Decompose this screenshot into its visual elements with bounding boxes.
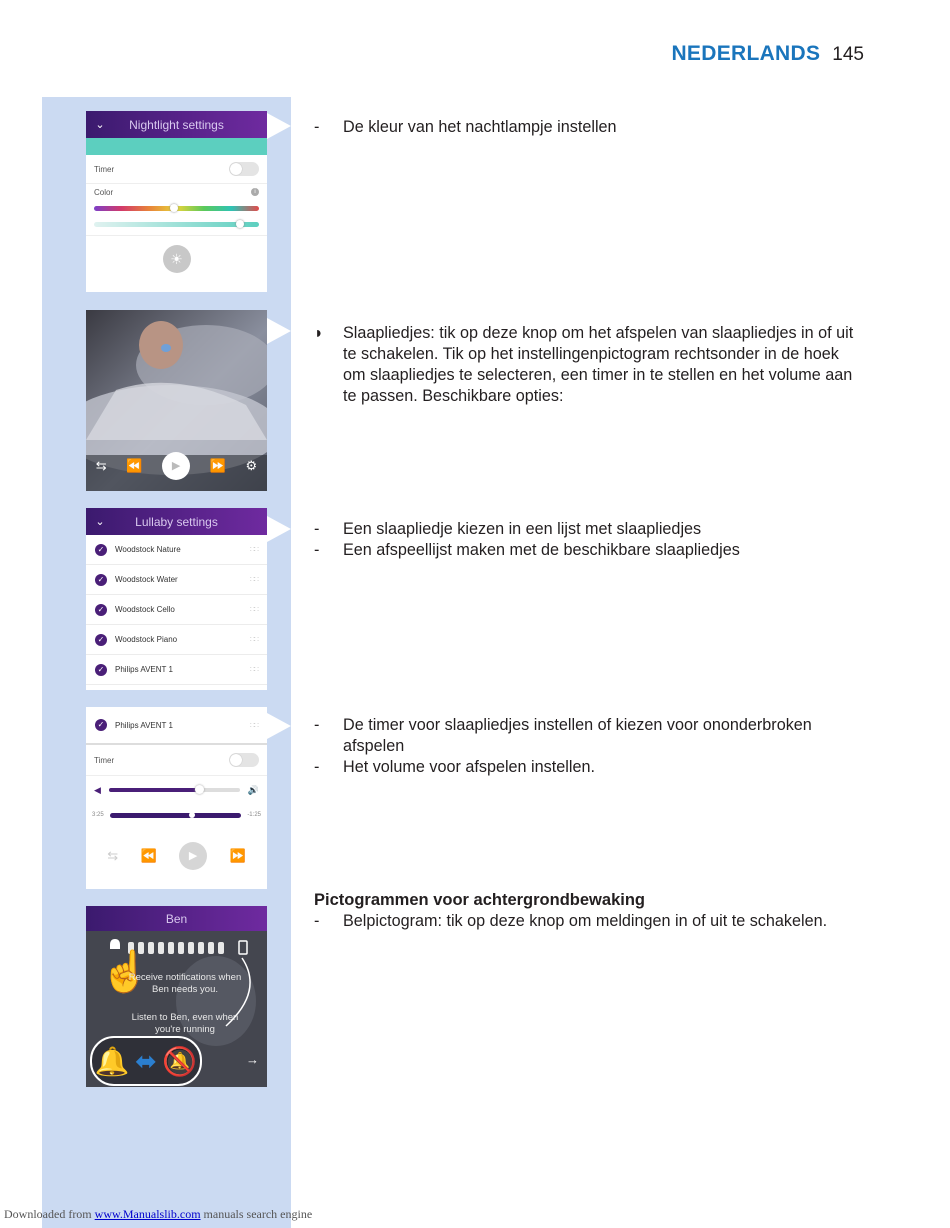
list-marker: - [314,520,320,538]
rewind-icon[interactable]: ⏪ [126,458,143,473]
text-block-lullaby-options [314,519,854,561]
pointer-notch [267,516,291,542]
list-marker: - [314,716,320,734]
song-name: Philips AVENT 1 [115,665,173,674]
page-number: 145 [832,44,864,65]
list-item[interactable] [86,595,267,625]
fast-forward-icon[interactable]: ⏩ [229,848,246,863]
list-item [314,715,854,757]
screen-header [86,508,267,535]
item-text: Belpictogram: tik op deze knop om meldingen in of uit te schakelen. [343,912,828,930]
pointer-notch [267,113,291,139]
check-icon[interactable]: ✓ [95,574,107,586]
item-text: Slaapliedjes: tik op deze knop om het afspelen van slaapliedjes in of uit te schakelen. Tik op het instellingenpictogram rechtsonder in de hoek om slaapliedjes te selecteren, een timer in te stellen en het volume aan te passen. Beschikbare opties: [343,324,854,405]
play-button[interactable]: ▶ [179,842,207,870]
footer-suffix: manuals search engine [203,1207,313,1221]
item-text: Een slaapliedje kiezen in een lijst met slaapliedjes [343,520,702,538]
color-preview [86,138,267,155]
tooltip-listen: Listen to Ben, even when you're running [131,1012,239,1035]
info-icon[interactable]: i [251,188,259,196]
baby-video-screen [86,310,267,491]
repeat-icon[interactable]: ⇆ [107,848,119,863]
drag-handle-icon[interactable]: ∷∷ [249,665,258,674]
drag-handle-icon[interactable]: ∷∷ [249,635,258,644]
rewind-icon[interactable]: ⏪ [140,848,157,863]
timer-row [86,745,267,776]
chevron-down-icon[interactable]: ⌄ [95,119,105,131]
song-name: Woodstock Water [115,575,178,584]
drag-handle-icon[interactable]: ∷∷ [249,605,258,614]
time-elapsed: 3:25 [92,812,104,818]
brightness-slider[interactable] [94,222,259,227]
song-name: Woodstock Cello [115,605,175,614]
pointer-notch [267,713,291,739]
list-item [314,911,854,932]
color-label: Color [94,188,114,197]
manualslib-link[interactable]: www.Manualslib.com [94,1207,201,1221]
progress-thumb[interactable] [189,812,195,818]
list-marker: - [314,118,320,136]
check-icon[interactable]: ✓ [95,634,107,646]
timer-label: Timer [94,755,115,765]
text-block-timer [314,715,854,778]
play-button[interactable]: ▶ [162,452,190,480]
arrow-right-icon[interactable]: → [246,1052,259,1067]
bell-toggle-graphic[interactable] [90,1036,202,1086]
list-item[interactable] [86,655,267,685]
timer-toggle[interactable] [229,753,259,767]
chevron-down-icon[interactable]: ⌄ [95,516,105,528]
background-monitoring-screen [86,906,267,1087]
footer-prefix: Downloaded from [4,1207,92,1221]
fast-forward-icon[interactable]: ⏩ [209,458,226,473]
volume-slider[interactable] [109,788,240,792]
list-marker: - [314,912,320,930]
timer-label: Timer [94,164,115,174]
section-heading: Pictogrammen voor achtergrondbewaking [314,891,645,909]
timer-row [86,155,267,184]
list-item [314,117,854,138]
media-controls [86,451,267,481]
color-row [86,184,267,197]
check-icon[interactable]: ✓ [95,604,107,616]
bell-icon[interactable]: 🔔 [94,1045,130,1077]
screen-title: Ben [165,911,188,926]
list-item[interactable] [86,535,267,565]
text-block-nightlight [314,117,854,138]
lullaby-settings-screen [86,508,267,690]
list-marker: - [314,758,320,776]
list-item [314,540,854,561]
color-slider[interactable] [94,206,259,211]
check-icon[interactable]: ✓ [95,719,107,731]
song-name: Woodstock Piano [115,635,178,644]
bell-off-icon[interactable]: 🔕 [162,1045,198,1077]
check-icon[interactable]: ✓ [95,664,107,676]
text-block-monitoring [314,890,854,932]
pointer-notch [267,318,291,344]
check-icon[interactable]: ✓ [95,544,107,556]
slider-thumb[interactable] [195,785,204,794]
progress-bar[interactable] [110,813,242,818]
list-item[interactable] [86,625,267,655]
drag-handle-icon[interactable]: ∷∷ [249,545,258,554]
list-item [314,323,854,407]
list-marker: - [314,541,320,559]
bullet-marker: ◗ [314,324,324,342]
item-text: De kleur van het nachtlampje instellen [343,118,617,136]
screen-header [86,111,267,138]
double-arrow-icon: ⬌ [135,1045,157,1076]
item-text: Het volume voor afspelen instellen. [343,758,595,776]
gear-icon[interactable]: ⚙ [245,458,258,473]
drag-handle-icon[interactable]: ∷∷ [249,575,258,584]
volume-row [86,776,267,804]
item-text: De timer voor slaapliedjes instellen of kiezen voor ononderbroken afspelen [343,716,812,755]
song-name: Woodstock Nature [115,545,181,554]
screen-title: Lullaby settings [135,514,218,529]
repeat-icon[interactable]: ⇆ [95,458,107,473]
drag-handle-icon[interactable]: ∷∷ [249,720,258,730]
slider-thumb[interactable] [236,220,244,228]
volume-high-icon[interactable]: 🔊 [247,784,259,795]
hand-pointer-icon: ☝ [100,950,150,994]
song-name: Philips AVENT 1 [115,720,173,730]
tooltip-notifications: Receive notifications when Ben needs you. [128,972,242,995]
nightlight-button-area [86,235,267,282]
list-item[interactable] [86,565,267,595]
language-label: NEDERLANDS [671,42,821,65]
nightlight-settings-screen [86,111,267,292]
list-item [314,757,854,778]
nightlight-sun-icon[interactable]: ☀ [163,245,191,273]
lullaby-timer-screen [86,707,267,889]
screen-header [86,906,267,931]
slider-thumb[interactable] [170,204,178,212]
volume-low-icon[interactable]: ◀ [94,784,101,795]
screen-title: Nightlight settings [129,117,224,132]
media-controls [86,826,267,886]
download-footer [4,1207,312,1222]
progress-row [86,804,267,826]
text-block-lullaby [314,323,854,407]
item-text: Een afspeellijst maken met de beschikbare slaapliedjes [343,541,740,559]
list-item[interactable] [86,707,267,745]
timer-toggle[interactable] [229,162,259,176]
time-remaining: -1:25 [247,812,261,818]
list-item [314,519,854,540]
page-header [671,42,864,66]
